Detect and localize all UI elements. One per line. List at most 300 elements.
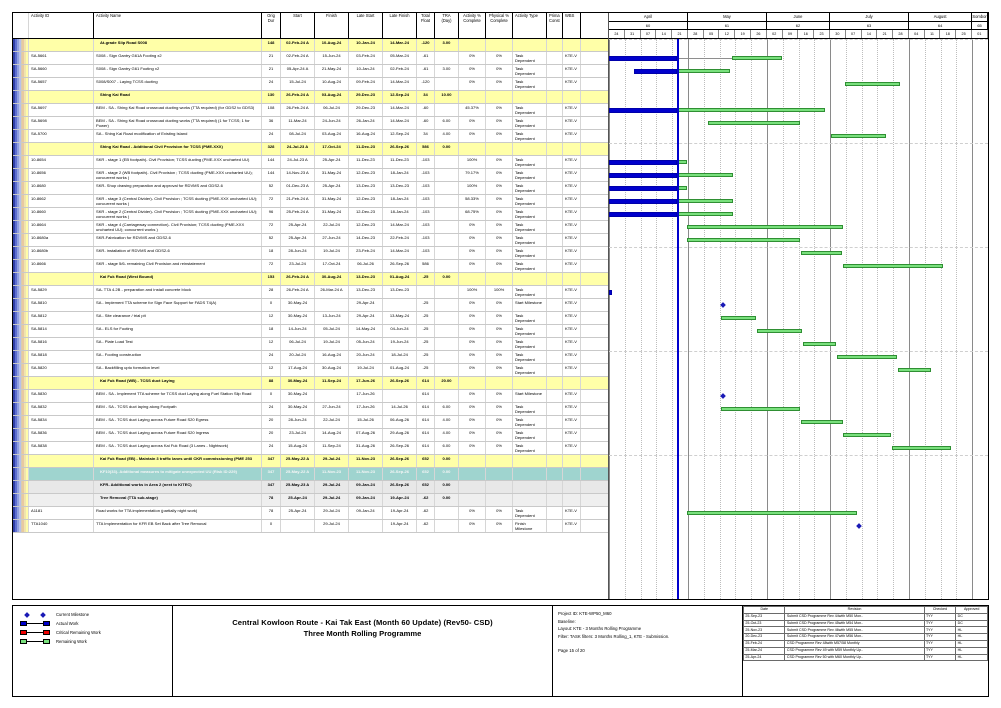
month-number-5: 65 xyxy=(972,22,988,29)
cell-id: 10-8662 xyxy=(29,195,94,207)
table-row[interactable] xyxy=(13,390,608,403)
gantt-bar-remain[interactable] xyxy=(837,355,897,359)
table-row[interactable] xyxy=(13,39,608,52)
month-label-3: July xyxy=(830,13,909,21)
row-color-stripe xyxy=(13,299,29,311)
cell-prim xyxy=(547,260,563,272)
cell-name: SKR - stage 2 (Central Divider)- Civil Provision ; TCSS ducting (PME-XXX uncharted UU); concurrent works ) xyxy=(94,208,262,220)
cell-prim xyxy=(547,182,563,194)
milestone-marker[interactable] xyxy=(720,393,726,399)
cell-type: Task Dependent xyxy=(513,429,547,441)
column-header-lfinish[interactable]: Late Finish xyxy=(383,13,417,38)
cell-ppct: 0% xyxy=(486,338,513,350)
cell-start: 25-May-22 A xyxy=(281,455,315,467)
table-row[interactable] xyxy=(13,442,608,455)
cell-lfinish: 19-Apr-24 xyxy=(383,520,417,532)
cell-dur: 347 xyxy=(262,481,281,493)
cell-start: 08-Jul-24 xyxy=(281,130,315,142)
table-row[interactable] xyxy=(13,507,608,520)
week-tick: 21 xyxy=(877,30,893,38)
gantt-bar-remain[interactable] xyxy=(757,329,802,333)
cell-ppct: 0% xyxy=(486,247,513,259)
table-row[interactable] xyxy=(13,468,608,481)
cell-prim xyxy=(547,104,563,116)
cell-lfinish xyxy=(383,299,417,311)
column-header-dur[interactable]: Orig Dur xyxy=(262,13,281,38)
cell-lfinish: 26-Sep-26 xyxy=(383,442,417,454)
gantt-bar-remain[interactable] xyxy=(845,82,900,86)
gantt-bar-actual[interactable] xyxy=(609,160,677,165)
row-color-stripe xyxy=(13,208,29,220)
cell-id: 10-8680b xyxy=(29,247,94,259)
cell-name: S008/S007 - Laying TCSS ducting xyxy=(94,78,262,90)
cell-tra xyxy=(435,325,459,337)
gantt-bar-remain[interactable] xyxy=(803,342,836,346)
cell-id: SA-5700 xyxy=(29,130,94,142)
cell-id: SA-5661 xyxy=(29,52,94,64)
month-number-3: 63 xyxy=(830,22,909,29)
cell-float: -60 xyxy=(417,104,435,116)
cell-lfinish: 02-Feb-24 xyxy=(383,65,417,77)
gantt-bar-actual[interactable] xyxy=(609,186,677,191)
cell-prim xyxy=(547,520,563,532)
cell-wbs: KTE-V xyxy=(563,325,581,337)
cell-lstart: 17-Jun-26 xyxy=(349,377,383,389)
cell-start: 14-Nov-23 A xyxy=(281,169,315,181)
table-row[interactable] xyxy=(13,299,608,312)
table-row[interactable] xyxy=(13,260,608,273)
cell-type: Task Dependent xyxy=(513,364,547,376)
cell-lstart: 29-Apr-24 xyxy=(349,299,383,311)
cell-apct: 0% xyxy=(459,247,486,259)
cell-lfinish: 14-Jul-26 xyxy=(383,403,417,415)
title-line-2: Three Month Rolling Programme xyxy=(303,629,422,638)
cell-float: 614 xyxy=(417,403,435,415)
column-header-ppct[interactable]: Physical % Complete xyxy=(486,13,513,38)
cell-lstart: 10-Jan-24 xyxy=(349,39,383,51)
table-row[interactable] xyxy=(13,117,608,130)
table-row[interactable] xyxy=(13,130,608,143)
month-label-1: May xyxy=(688,13,767,21)
week-gridline xyxy=(672,39,673,599)
cell-apct xyxy=(459,377,486,389)
column-header-float[interactable]: Total Float xyxy=(417,13,435,38)
month-label-2: June xyxy=(767,13,830,21)
column-header-wbs[interactable]: WBS xyxy=(563,13,581,38)
week-tick: 25 xyxy=(956,30,972,38)
row-color-stripe xyxy=(13,351,29,363)
cell-dur: 18 xyxy=(262,325,281,337)
cell-name: SA - ELS for Footing xyxy=(94,325,262,337)
cell-lfinish: 14-Mar-24 xyxy=(383,104,417,116)
cell-finish: 29-Jul-24 xyxy=(315,481,349,493)
cell-type: Task Dependent xyxy=(513,169,547,181)
revision-row xyxy=(744,627,988,634)
table-row[interactable] xyxy=(13,416,608,429)
revision-cell: Submit CSD Programme Rev 46with M55 Mon.. xyxy=(785,627,924,634)
table-row[interactable] xyxy=(13,91,608,104)
column-header-id[interactable]: Activity ID xyxy=(29,13,94,38)
cell-float: -25 xyxy=(417,299,435,311)
revision-col-3: Approved xyxy=(956,607,988,614)
column-header-start[interactable]: Start xyxy=(281,13,315,38)
cell-apct xyxy=(459,481,486,493)
legend-bar-icon xyxy=(18,630,52,635)
cell-finish: 13-Jun-24 xyxy=(315,312,349,324)
table-row[interactable] xyxy=(13,286,608,299)
gantt-bar-actual[interactable] xyxy=(609,199,677,204)
gantt-bar-remain[interactable] xyxy=(708,121,800,125)
cell-lstart: 11-Dec-23 xyxy=(349,156,383,168)
cell-wbs xyxy=(563,481,581,493)
revision-cell: 25-Nov-23 xyxy=(744,627,785,634)
cell-finish: 25-Apr-24 xyxy=(315,182,349,194)
legend-milestone-icon xyxy=(18,613,52,617)
cell-tra: 0.00 xyxy=(435,468,459,480)
cell-finish: 21-May-24 xyxy=(315,65,349,77)
table-row[interactable] xyxy=(13,520,608,533)
table-row[interactable] xyxy=(13,65,608,78)
cell-dur: 72 xyxy=(262,221,281,233)
cell-start: 14-Jun-24 xyxy=(281,325,315,337)
week-tick: 26 xyxy=(751,30,767,38)
column-header-type[interactable]: Activity Type xyxy=(513,13,547,38)
gantt-bar-remain[interactable] xyxy=(801,420,843,424)
cell-prim xyxy=(547,39,563,51)
revision-row xyxy=(744,613,988,620)
gantt-bar-remain[interactable] xyxy=(677,199,733,203)
table-row[interactable] xyxy=(13,156,608,169)
row-color-stripe xyxy=(13,338,29,350)
cell-id: SA-5820 xyxy=(29,364,94,376)
revision-cell: HL xyxy=(956,634,988,641)
cell-prim xyxy=(547,143,563,155)
cell-float: 652 xyxy=(417,481,435,493)
cell-finish: 24-Jun-24 xyxy=(315,117,349,129)
cell-name: SA - Backfilling upto formation level xyxy=(94,364,262,376)
cell-wbs: KTE-V xyxy=(563,182,581,194)
cell-float: -60 xyxy=(417,117,435,129)
revision-cell: HL xyxy=(956,627,988,634)
activity-table-pane[interactable] xyxy=(13,13,609,599)
revision-cell: Submit CSD Programme Rev 44with M50 Mon.. xyxy=(785,613,924,620)
cell-apct: 0% xyxy=(459,364,486,376)
cell-apct: 0% xyxy=(459,130,486,142)
revision-table-header xyxy=(744,607,988,614)
cell-lstart: 07-Aug-26 xyxy=(349,429,383,441)
cell-finish: 16-Aug-24 xyxy=(315,351,349,363)
cell-apct: 0% xyxy=(459,52,486,64)
cell-type xyxy=(513,39,547,51)
cell-dur: 88 xyxy=(262,377,281,389)
cell-prim xyxy=(547,208,563,220)
cell-float: 614 xyxy=(417,442,435,454)
cell-finish: 22-Jul-24 xyxy=(315,221,349,233)
cell-id xyxy=(29,494,94,506)
cell-lstart: 19-Jul-24 xyxy=(349,364,383,376)
cell-lstart: 17-Jun-26 xyxy=(349,403,383,415)
table-row[interactable] xyxy=(13,169,608,182)
cell-lfinish: 22-Feb-24 xyxy=(383,234,417,246)
cell-tra: 3.00 xyxy=(435,65,459,77)
cell-float: -25 xyxy=(417,338,435,350)
column-header-lstart[interactable]: Late Start xyxy=(349,13,383,38)
cell-lfinish: 18-Jan-24 xyxy=(383,208,417,220)
gantt-bar-remain[interactable] xyxy=(898,368,931,372)
cell-type xyxy=(513,143,547,155)
table-row[interactable] xyxy=(13,364,608,377)
gantt-bar-sumline[interactable] xyxy=(677,58,732,59)
cell-lfinish: 14-Mar-24 xyxy=(383,78,417,90)
cell-finish: 29-Jul-24 xyxy=(315,520,349,532)
cell-wbs: KTE-V xyxy=(563,78,581,90)
cell-lstart: 29-Apr-24 xyxy=(349,312,383,324)
table-row[interactable] xyxy=(13,52,608,65)
cell-apct: 68.75% xyxy=(459,208,486,220)
cell-lstart: 20-Jun-24 xyxy=(349,351,383,363)
gantt-bar-remain[interactable] xyxy=(892,446,951,450)
row-color-stripe xyxy=(13,364,29,376)
table-row[interactable] xyxy=(13,338,608,351)
table-row[interactable] xyxy=(13,104,608,117)
cell-tra: 0.00 xyxy=(435,273,459,285)
row-gridline xyxy=(609,455,988,456)
cell-name: BEM - SA - TCSS duct laying along Footpath xyxy=(94,403,262,415)
revision-cell: 25-Oct-23 xyxy=(744,620,785,627)
row-color-stripe xyxy=(13,65,29,77)
table-row[interactable] xyxy=(13,351,608,364)
table-row[interactable] xyxy=(13,208,608,221)
gantt-bar-remain[interactable] xyxy=(801,251,842,255)
gantt-bar-remain[interactable] xyxy=(677,108,825,112)
table-row[interactable] xyxy=(13,234,608,247)
revision-row xyxy=(744,634,988,641)
cell-type: Task Dependent xyxy=(513,338,547,350)
month-gridline xyxy=(609,39,610,599)
gantt-bar-actual[interactable] xyxy=(609,108,677,113)
cell-prim xyxy=(547,442,563,454)
row-gridline xyxy=(609,39,988,40)
table-row[interactable] xyxy=(13,312,608,325)
gantt-bar-actual[interactable] xyxy=(609,173,677,178)
cell-apct: 58.33% xyxy=(459,195,486,207)
column-header-prim[interactable]: Prima Const xyxy=(547,13,563,38)
table-row[interactable] xyxy=(13,429,608,442)
cell-id: SA-5836 xyxy=(29,429,94,441)
cell-id: SA-5657 xyxy=(29,78,94,90)
cell-dur: 24 xyxy=(262,78,281,90)
cell-type xyxy=(513,468,547,480)
month-number-0: 60 xyxy=(609,22,688,29)
legend-label: Remaining Work xyxy=(56,639,87,644)
cell-start: 11-Mar-24 xyxy=(281,117,315,129)
cell-ppct: 0% xyxy=(486,182,513,194)
cell-float: -25 xyxy=(417,273,435,285)
cell-float: -25 xyxy=(417,325,435,337)
cell-apct xyxy=(459,91,486,103)
cell-start: 21-Feb-24 A xyxy=(281,195,315,207)
cell-type: Task Dependent xyxy=(513,403,547,415)
cell-ppct xyxy=(486,494,513,506)
cell-tra: 0.00 xyxy=(435,143,459,155)
cell-start: 26-Feb-24 A xyxy=(281,273,315,285)
cell-dur: 347 xyxy=(262,455,281,467)
cell-dur: 36 xyxy=(262,117,281,129)
cell-ppct: 0% xyxy=(486,234,513,246)
cell-start: 25-Apr-24 xyxy=(281,221,315,233)
gantt-bar-remain[interactable] xyxy=(677,69,730,73)
gantt-bar-remain[interactable] xyxy=(843,264,943,268)
cell-wbs xyxy=(563,91,581,103)
cell-finish xyxy=(315,299,349,311)
table-row[interactable] xyxy=(13,195,608,208)
legend-label: Current Milestone xyxy=(56,612,90,617)
cell-lstart: 09-Feb-24 xyxy=(349,78,383,90)
cell-tra xyxy=(435,195,459,207)
cell-apct xyxy=(459,468,486,480)
gantt-bar-actual[interactable] xyxy=(634,69,677,74)
cell-lstart: 13-Dec-23 xyxy=(349,182,383,194)
row-color-stripe xyxy=(13,169,29,181)
table-row[interactable] xyxy=(13,325,608,338)
cell-lfinish: 12-Sep-24 xyxy=(383,130,417,142)
cell-prim xyxy=(547,195,563,207)
table-row[interactable] xyxy=(13,403,608,416)
week-tick: 12 xyxy=(719,30,735,38)
cell-finish: 31-May-24 xyxy=(315,195,349,207)
gantt-bar-remain[interactable] xyxy=(721,407,800,411)
cell-wbs xyxy=(563,143,581,155)
cell-apct xyxy=(459,273,486,285)
cell-apct: 0% xyxy=(459,260,486,272)
gantt-bar-remain[interactable] xyxy=(843,433,891,437)
cell-start: 28-Jun-24 xyxy=(281,416,315,428)
cell-name: SKR - stage 3 (Central Divider)- Civil Provision ; TCSS ducting (PME-XXX uncharted UU); concurrent works ) xyxy=(94,195,262,207)
table-row[interactable] xyxy=(13,78,608,91)
table-row[interactable] xyxy=(13,273,608,286)
revision-col-1: Revision xyxy=(785,607,924,614)
cell-type: Task Dependent xyxy=(513,221,547,233)
cell-finish: 03-Aug-24 xyxy=(315,91,349,103)
cell-float: 652 xyxy=(417,455,435,467)
gantt-bar-remain[interactable] xyxy=(721,316,756,320)
cell-dur: 153 xyxy=(262,273,281,285)
row-color-stripe xyxy=(13,429,29,441)
table-row[interactable] xyxy=(13,377,608,390)
cell-lfinish: 14-Mar-24 xyxy=(383,221,417,233)
week-tick: 09 xyxy=(783,30,799,38)
row-color-stripe xyxy=(13,247,29,259)
cell-lfinish: 26-Sep-26 xyxy=(383,377,417,389)
table-row[interactable] xyxy=(13,182,608,195)
cell-float xyxy=(417,286,435,298)
cell-ppct xyxy=(486,455,513,467)
table-row[interactable] xyxy=(13,221,608,234)
cell-finish: 27-Jun-24 xyxy=(315,234,349,246)
cell-float: -103 xyxy=(417,169,435,181)
column-header-finish[interactable]: Finish xyxy=(315,13,349,38)
column-header-name[interactable]: Activity Name xyxy=(94,13,262,38)
cell-tra: 20.00 xyxy=(435,377,459,389)
cell-wbs xyxy=(563,494,581,506)
cell-float: -62 xyxy=(417,494,435,506)
table-row[interactable] xyxy=(13,494,608,507)
gantt-bar-actual[interactable] xyxy=(609,56,677,61)
gantt-bar-actual[interactable] xyxy=(609,290,612,295)
gantt-pane[interactable] xyxy=(609,13,988,599)
month-number-4: 64 xyxy=(909,22,972,29)
table-header-row xyxy=(13,13,608,39)
revision-cell: TYY xyxy=(924,654,956,661)
table-body[interactable] xyxy=(13,39,608,533)
gantt-bar-remain[interactable] xyxy=(831,134,886,138)
cell-type: Finish Milestone xyxy=(513,520,547,532)
row-color-stripe xyxy=(13,416,29,428)
revision-row xyxy=(744,654,988,661)
week-gridline xyxy=(941,39,942,599)
table-row[interactable] xyxy=(13,247,608,260)
gantt-bar-remain[interactable] xyxy=(732,56,782,60)
cell-ppct: 0% xyxy=(486,221,513,233)
cell-type xyxy=(513,91,547,103)
cell-start: 24-Jul-23 A xyxy=(281,156,315,168)
cell-start: 26-Feb-24 A xyxy=(281,286,315,298)
month-label-5: Sombor xyxy=(972,14,987,19)
cell-wbs: KTE-V xyxy=(563,104,581,116)
week-tick: 21 xyxy=(672,30,688,38)
cell-ppct xyxy=(486,481,513,493)
cell-prim xyxy=(547,403,563,415)
gantt-bar-remain[interactable] xyxy=(687,238,800,242)
cell-name: KF10(33)- Additional measures to mitigate unexpected UU (Risk ID:229) xyxy=(94,468,262,480)
cell-type xyxy=(513,273,547,285)
gantt-bar-actual[interactable] xyxy=(609,212,677,217)
gantt-bar-remain[interactable] xyxy=(677,173,733,177)
cell-wbs: KTE-V xyxy=(563,169,581,181)
gantt-bar-remain[interactable] xyxy=(687,225,843,229)
gantt-canvas[interactable] xyxy=(609,39,988,599)
cell-finish: 30-Aug-24 xyxy=(315,364,349,376)
cell-finish: 06-Jul-24 xyxy=(315,104,349,116)
table-row[interactable] xyxy=(13,455,608,468)
revision-cell: CSD Programme Rev 48with M57/58 Monthly xyxy=(785,640,924,647)
cell-apct: 100% xyxy=(459,182,486,194)
revision-cell: HL xyxy=(956,647,988,654)
milestone-marker[interactable] xyxy=(720,302,726,308)
table-row[interactable] xyxy=(13,481,608,494)
column-header-tra[interactable]: TRA (Day) xyxy=(435,13,459,38)
revision-cell: 25-Mar-24 xyxy=(744,647,785,654)
column-header-apct[interactable]: Activity % Complete xyxy=(459,13,486,38)
table-row[interactable] xyxy=(13,143,608,156)
cell-prim xyxy=(547,286,563,298)
cell-dur: 108 xyxy=(262,104,281,116)
row-gridline xyxy=(609,143,988,144)
cell-id: SA-5810 xyxy=(29,299,94,311)
revision-row xyxy=(744,647,988,654)
cell-lstart: 29-Dec-23 xyxy=(349,91,383,103)
cell-prim xyxy=(547,299,563,311)
gantt-bar-remain[interactable] xyxy=(677,212,733,216)
cell-ppct: 0% xyxy=(486,104,513,116)
cell-wbs: KTE-V xyxy=(563,234,581,246)
cell-start: 30-May-24 xyxy=(281,312,315,324)
cell-wbs: KTE-V xyxy=(563,507,581,519)
cell-type xyxy=(513,481,547,493)
gantt-bar-remain[interactable] xyxy=(687,511,857,515)
cell-apct xyxy=(459,39,486,51)
row-color-stripe xyxy=(13,260,29,272)
